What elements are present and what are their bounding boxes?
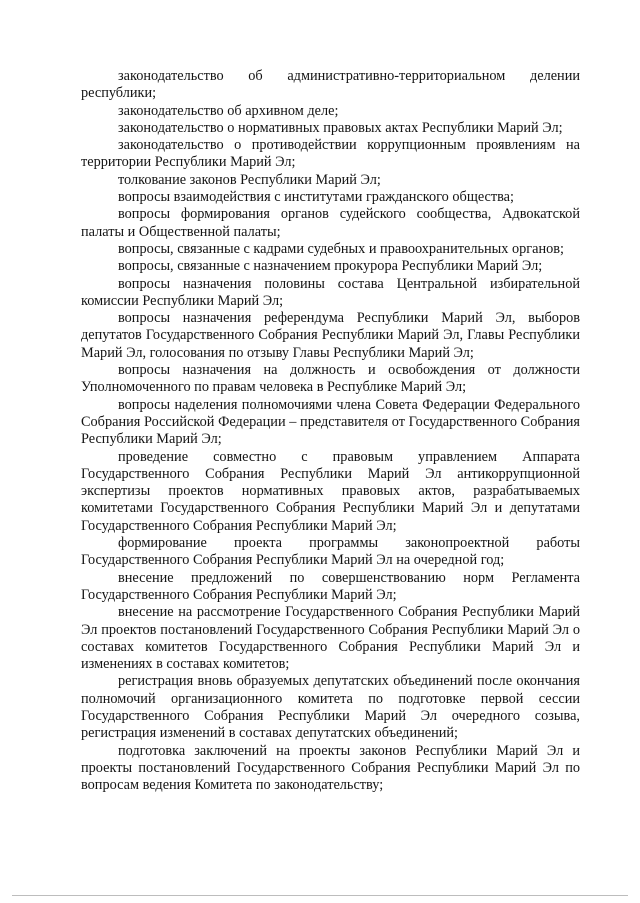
paragraph-6: вопросы взаимодействия с институтами гражданского общества; bbox=[118, 189, 514, 206]
paragraph-3: законодательство о нормативных правовых актах Республики Марий Эл; bbox=[118, 119, 563, 136]
paragraph-17: внесение на рассмотрение Государственного Собрания Республики Марий Эл проектов постановлений Государственного Собрания Республики Марий Эл о составах комитетов Государственного Собрания Республики Марий Эл и изменениях в составах комитетов; bbox=[81, 604, 580, 673]
paragraph-7: вопросы формирования органов судейского сообщества, Адвокатской палаты и Общественной палаты; bbox=[81, 206, 580, 240]
paragraph-14: проведение совместно с правовым управлением Аппарата Государственного Собрания Республики Марий Эл антикоррупционной экспертизы проектов нормативных правовых актов, разрабатываемых комитетами Государственного Собрания Республики Марий Эл и депутатами Государственного Собрания Республики Марий Эл; bbox=[81, 448, 580, 534]
paragraph-2: законодательство об архивном деле; bbox=[118, 102, 339, 119]
paragraph-8: вопросы, связанные с кадрами судебных и правоохранительных органов; bbox=[118, 240, 564, 257]
paragraph-11: вопросы назначения референдума Республики Марий Эл, выборов депутатов Государственного Собрания Республики Марий Эл, Главы Республики Марий Эл, голосования по отзыву Главы Республики Марий Эл; bbox=[81, 310, 580, 361]
paragraph-19: подготовка заключений на проекты законов Республики Марий Эл и проекты постановлений Государственного Собрания Республики Марий Эл по вопросам ведения Комитета по законодательству; bbox=[81, 742, 580, 794]
paragraph-12: вопросы назначения на должность и освобождения от должности Уполномоченного по правам человека в Республике Марий Эл; bbox=[81, 362, 580, 396]
paragraph-5: толкование законов Республики Марий Эл; bbox=[118, 171, 381, 188]
paragraph-15: формирование проекта программы законопроектной работы Государственного Собрания Республики Марий Эл на очередной год; bbox=[81, 535, 580, 569]
paragraph-4: законодательство о противодействии коррупционным проявлениям на территории Республики Марий Эл; bbox=[81, 137, 580, 171]
paragraph-9: вопросы, связанные с назначением прокурора Республики Марий Эл; bbox=[118, 258, 543, 275]
paragraph-13: вопросы наделения полномочиями члена Совета Федерации Федерального Собрания Российской Федерации – представителя от Государственного Собрания Республики Марий Эл; bbox=[81, 396, 580, 448]
paragraph-18: регистрация вновь образуемых депутатских объединений после окончания полномочий организационного комитета по подготовке первой сессии Государственного Собрания Республики Марий Эл очередного созыва, регистрация изменений в составах депутатских объединений; bbox=[81, 673, 580, 742]
document-body bbox=[81, 68, 580, 794]
page-bottom-border bbox=[12, 895, 628, 896]
paragraph-1: законодательство об административно-территориальном делении республики; bbox=[81, 68, 580, 102]
paragraph-16: внесение предложений по совершенствованию норм Регламента Государственного Собрания Республики Марий Эл; bbox=[81, 569, 580, 603]
paragraph-10: вопросы назначения половины состава Центральной избирательной комиссии Республики Марий Эл; bbox=[81, 275, 580, 309]
